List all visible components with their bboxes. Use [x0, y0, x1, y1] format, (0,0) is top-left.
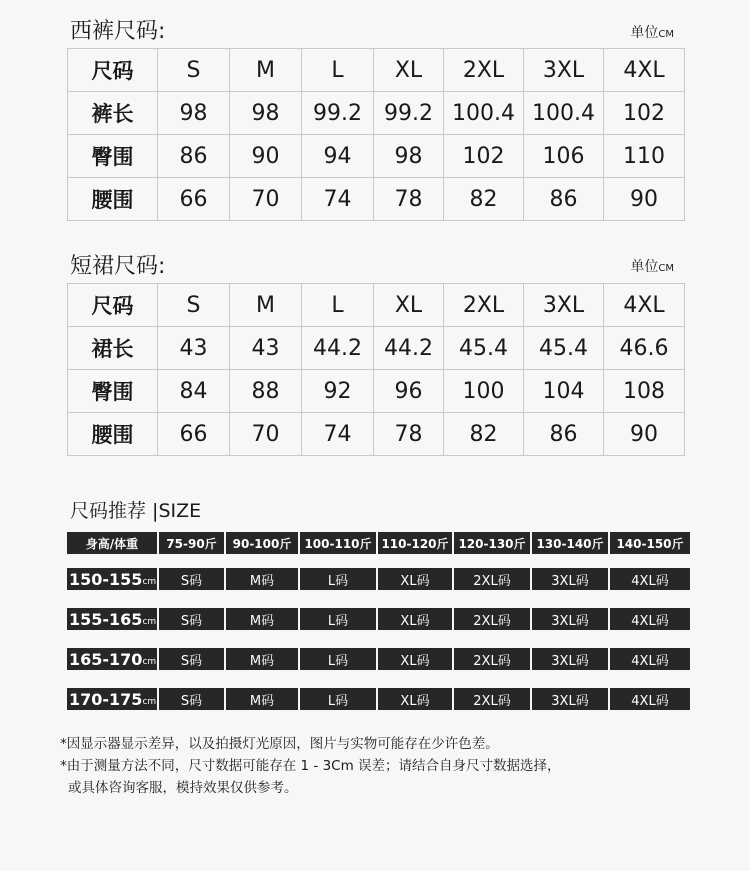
recommend-cell: L码 [300, 608, 378, 630]
recommend-cell: 4XL码 [610, 608, 690, 630]
skirt-cell: 43 [158, 327, 230, 370]
pants-cell: L [302, 49, 374, 92]
skirt-row [68, 370, 685, 413]
pants-cell: S [158, 49, 230, 92]
skirt-unit-label [630, 256, 674, 276]
recommend-row [67, 608, 690, 630]
recommend-cell: 3XL码 [532, 608, 610, 630]
recommend-cell: S码 [159, 648, 226, 670]
recommend-row [67, 648, 690, 670]
pants-cell: 90 [230, 135, 302, 178]
skirt-cell: 92 [302, 370, 374, 413]
recommend-cell: L码 [300, 688, 378, 710]
skirt-cell: 43 [230, 327, 302, 370]
skirt-cell: 84 [158, 370, 230, 413]
recommend-cell: 2XL码 [454, 688, 532, 710]
height-unit: cm [142, 656, 157, 667]
recommend-cell: XL码 [378, 648, 454, 670]
skirt-row [68, 327, 685, 370]
height-range: 170-175 [69, 689, 143, 709]
skirt-cell: 45.4 [524, 327, 604, 370]
pants-cell: 3XL [524, 49, 604, 92]
pants-cell: XL [374, 49, 444, 92]
recommend-cell: 4XL码 [610, 568, 690, 590]
height-range: 155-165 [69, 609, 143, 629]
pants-cell: 82 [444, 178, 524, 221]
recommend-cell: 2XL码 [454, 568, 532, 590]
pants-row-header: 臀围 [68, 135, 158, 178]
notes [60, 733, 561, 799]
pants-unit-text: 单位 [630, 25, 659, 41]
skirt-row-header: 裙长 [68, 327, 158, 370]
height-range: 150-155 [69, 569, 143, 589]
recommend-cell: S码 [159, 608, 226, 630]
recommend-cell: 3XL码 [532, 688, 610, 710]
skirt-cell: 88 [230, 370, 302, 413]
recommend-cell: L码 [300, 568, 378, 590]
height-unit: cm [142, 696, 157, 707]
recommend-cell: 90-100斤 [226, 532, 300, 554]
pants-cell: 98 [374, 135, 444, 178]
recommend-cell: XL码 [378, 608, 454, 630]
skirt-cell: 3XL [524, 284, 604, 327]
skirt-row [68, 284, 685, 327]
recommend-cell: M码 [226, 648, 300, 670]
pants-cell: 102 [444, 135, 524, 178]
skirt-cell: 86 [524, 413, 604, 456]
pants-unit-cm: CM [658, 29, 674, 40]
recommend-cell: 130-140斤 [532, 532, 610, 554]
skirt-cell: 66 [158, 413, 230, 456]
skirt-cell: 104 [524, 370, 604, 413]
recommend-cell: 3XL码 [532, 568, 610, 590]
height-range: 165-170 [69, 649, 143, 669]
recommend-cell: 3XL码 [532, 648, 610, 670]
skirt-cell: 2XL [444, 284, 524, 327]
recommend-row-label [67, 608, 159, 630]
recommend-cell: 120-130斤 [454, 532, 532, 554]
pants-cell: 86 [158, 135, 230, 178]
skirt-cell: 74 [302, 413, 374, 456]
pants-cell: 2XL [444, 49, 524, 92]
height-unit: cm [142, 616, 157, 627]
pants-cell: 106 [524, 135, 604, 178]
skirt-cell: 82 [444, 413, 524, 456]
note-line: 或具体咨询客服，模持效果仅供参考。 [68, 780, 298, 796]
skirt-row-header: 臀围 [68, 370, 158, 413]
skirt-section-title: 短裙尺码: [70, 254, 166, 279]
recommend-cell: 4XL码 [610, 688, 690, 710]
pants-cell: 99.2 [302, 92, 374, 135]
skirt-cell: 4XL [604, 284, 685, 327]
recommend-row-label [67, 568, 159, 590]
skirt-cell: L [302, 284, 374, 327]
pants-cell: 100.4 [524, 92, 604, 135]
pants-row [68, 178, 685, 221]
pants-row [68, 49, 685, 92]
recommend-row [67, 688, 690, 710]
pants-cell: 94 [302, 135, 374, 178]
pants-row-header: 腰围 [68, 178, 158, 221]
pants-cell: 98 [158, 92, 230, 135]
pants-cell: 102 [604, 92, 685, 135]
recommend-cell: 4XL码 [610, 648, 690, 670]
recommend-cell: L码 [300, 648, 378, 670]
skirt-unit-text: 单位 [630, 259, 659, 275]
skirt-cell: 46.6 [604, 327, 685, 370]
skirt-cell: 45.4 [444, 327, 524, 370]
pants-row-header: 裤长 [68, 92, 158, 135]
recommend-cell: 2XL码 [454, 648, 532, 670]
skirt-size-table [67, 283, 685, 456]
skirt-cell: 108 [604, 370, 685, 413]
recommend-cell: 身高/体重 [67, 532, 159, 554]
skirt-cell: XL [374, 284, 444, 327]
note-line: *因显示器显示差异，以及拍摄灯光原因，图片与实物可能存在少许色差。 [60, 736, 499, 752]
skirt-row [68, 413, 685, 456]
pants-cell: 110 [604, 135, 685, 178]
recommend-cell: S码 [159, 688, 226, 710]
skirt-cell: 96 [374, 370, 444, 413]
pants-cell: 86 [524, 178, 604, 221]
recommend-cell: M码 [226, 608, 300, 630]
recommend-cell: 75-90斤 [159, 532, 226, 554]
skirt-cell: 44.2 [302, 327, 374, 370]
recommend-row-label [67, 688, 159, 710]
recommend-cell: M码 [226, 568, 300, 590]
skirt-cell: S [158, 284, 230, 327]
pants-cell: 99.2 [374, 92, 444, 135]
skirt-cell: 44.2 [374, 327, 444, 370]
pants-cell: 98 [230, 92, 302, 135]
pants-row [68, 135, 685, 178]
pants-cell: M [230, 49, 302, 92]
pants-cell: 70 [230, 178, 302, 221]
recommend-cell: XL码 [378, 688, 454, 710]
skirt-cell: M [230, 284, 302, 327]
pants-row [68, 92, 685, 135]
recommend-cell: S码 [159, 568, 226, 590]
skirt-unit-cm: CM [658, 263, 674, 274]
recommend-row [67, 568, 690, 590]
skirt-cell: 70 [230, 413, 302, 456]
skirt-row-header: 腰围 [68, 413, 158, 456]
pants-cell: 78 [374, 178, 444, 221]
note-line: *由于测量方法不同，尺寸数据可能存在 1 - 3Cm 误差；请结合自身尺寸数据选择， [60, 758, 561, 774]
recommend-cell: M码 [226, 688, 300, 710]
skirt-cell: 78 [374, 413, 444, 456]
recommend-cell: 140-150斤 [610, 532, 690, 554]
pants-unit-label [630, 22, 674, 42]
pants-cell: 66 [158, 178, 230, 221]
recommend-cell: XL码 [378, 568, 454, 590]
pants-section-title: 西裤尺码: [70, 19, 166, 44]
recommend-cell: 110-120斤 [378, 532, 454, 554]
pants-size-table [67, 48, 685, 221]
recommend-row-label [67, 648, 159, 670]
recommend-title: 尺码推荐 |SIZE [70, 500, 202, 522]
skirt-cell: 100 [444, 370, 524, 413]
skirt-cell: 90 [604, 413, 685, 456]
recommend-cell: 2XL码 [454, 608, 532, 630]
skirt-row-header: 尺码 [68, 284, 158, 327]
recommend-header-row [67, 532, 690, 554]
pants-cell: 74 [302, 178, 374, 221]
pants-cell: 4XL [604, 49, 685, 92]
pants-row-header: 尺码 [68, 49, 158, 92]
recommend-cell: 100-110斤 [300, 532, 378, 554]
pants-cell: 90 [604, 178, 685, 221]
height-unit: cm [142, 576, 157, 587]
pants-cell: 100.4 [444, 92, 524, 135]
